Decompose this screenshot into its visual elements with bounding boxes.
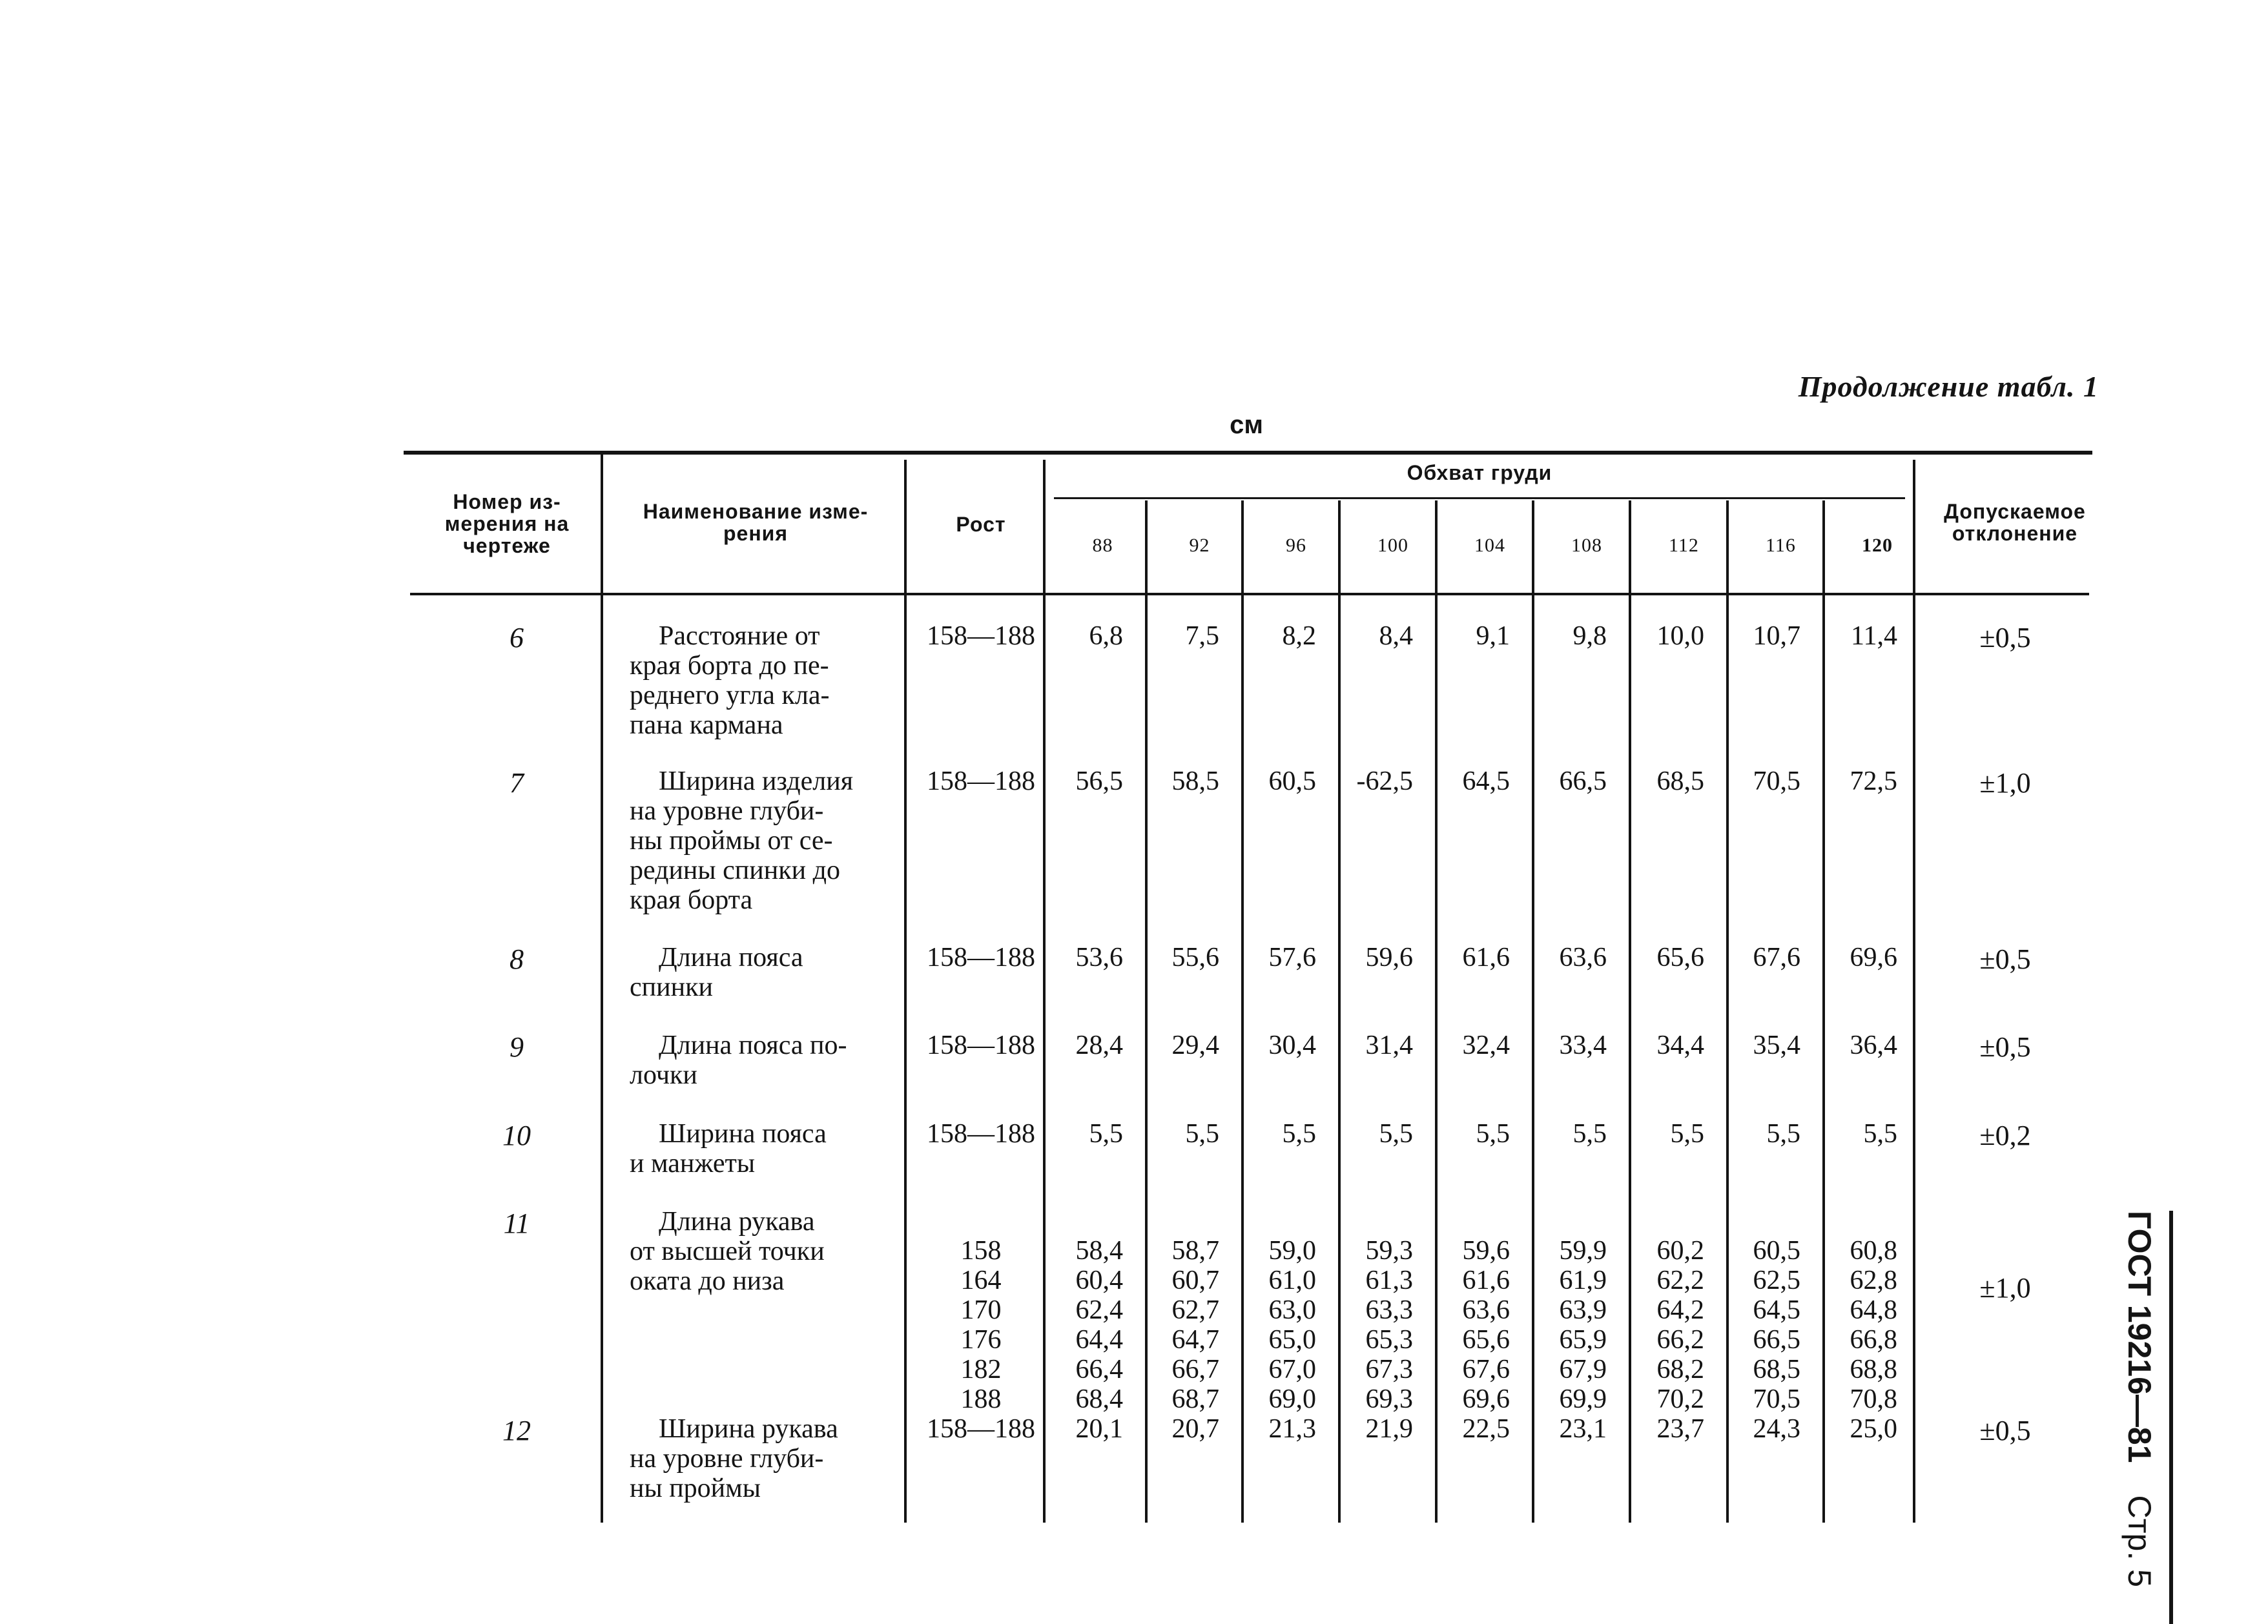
column-divider xyxy=(1435,500,1438,1523)
height-value: 158—188 xyxy=(927,943,1035,972)
chest-value: 62,4 xyxy=(1075,1295,1123,1325)
chest-value-cell xyxy=(1735,1236,1800,1414)
chest-value: 5,5 xyxy=(1572,1119,1607,1149)
chest-value: 67,6 xyxy=(1753,943,1800,972)
chest-value-cell xyxy=(1831,943,1897,972)
chest-value-cell xyxy=(1250,621,1316,651)
chest-value: 60,8 xyxy=(1850,1236,1897,1266)
allowed-deviation: ±0,5 xyxy=(1979,622,2031,653)
chest-value: 55,6 xyxy=(1171,943,1219,972)
chest-value: 62,5 xyxy=(1753,1266,1800,1295)
chest-value-cell xyxy=(1154,1031,1219,1060)
chest-value: 69,9 xyxy=(1559,1384,1607,1414)
chest-value-cell xyxy=(1057,1031,1123,1060)
chest-value-cell xyxy=(1347,1031,1413,1060)
height-value: 158—188 xyxy=(927,1414,1035,1444)
measure-name-line: оката до низа xyxy=(630,1266,785,1296)
chest-value: 59,3 xyxy=(1365,1236,1413,1266)
measure-name-line: Ширина изделия xyxy=(659,766,854,796)
measure-name-line: Длина рукава xyxy=(659,1207,815,1237)
height-cell xyxy=(911,766,1051,796)
height-value: 158—188 xyxy=(927,1031,1035,1060)
chest-value: 32,4 xyxy=(1462,1031,1510,1060)
column-divider xyxy=(601,455,603,1523)
height-cell xyxy=(911,621,1051,651)
allowed-deviation: ±0,2 xyxy=(1979,1120,2031,1151)
chest-value-cell xyxy=(1541,943,1607,972)
header-chest-size: 116 xyxy=(1766,535,1796,556)
chest-value: 60,5 xyxy=(1753,1236,1800,1266)
chest-value: 64,2 xyxy=(1656,1295,1704,1325)
measure-name xyxy=(630,1119,894,1178)
chest-value-cell xyxy=(1057,621,1123,651)
chest-value: 58,4 xyxy=(1075,1236,1123,1266)
chest-value: 20,1 xyxy=(1075,1414,1123,1444)
chest-value: 63,3 xyxy=(1365,1295,1413,1325)
height-value: 164 xyxy=(960,1266,1002,1295)
side-standard-label xyxy=(2115,1211,2173,1624)
chest-value: 11,4 xyxy=(1851,621,1897,651)
chest-value: 59,0 xyxy=(1268,1236,1316,1266)
allowed-deviation: ±0,5 xyxy=(1979,943,2031,975)
chest-value: 67,9 xyxy=(1559,1355,1607,1384)
measure-number: 10 xyxy=(502,1120,531,1151)
column-divider xyxy=(1726,500,1729,1523)
measure-number: 8 xyxy=(510,943,524,975)
height-cell xyxy=(911,1414,1051,1444)
page-number: Стр. 5 xyxy=(2121,1495,2158,1587)
column-divider xyxy=(1241,500,1244,1523)
chest-value-cell xyxy=(1831,766,1897,796)
chest-value: 65,3 xyxy=(1365,1325,1413,1355)
chest-value-cell xyxy=(1347,1414,1413,1444)
chest-value: 64,5 xyxy=(1462,766,1510,796)
chest-value: 66,2 xyxy=(1656,1325,1704,1355)
chest-value: 61,6 xyxy=(1462,1266,1510,1295)
measure-name-line: Ширина рукава xyxy=(659,1414,838,1444)
height-value: 158—188 xyxy=(927,621,1035,651)
chest-value: 72,5 xyxy=(1850,766,1897,796)
chest-value-cell xyxy=(1638,1031,1704,1060)
header-chest-size: 108 xyxy=(1571,535,1602,556)
measure-name-line: от высшей точки xyxy=(630,1237,825,1266)
column-divider xyxy=(1822,500,1825,1523)
header-chest-size: 100 xyxy=(1377,535,1408,556)
measure-name-line: пана кармана xyxy=(630,710,783,740)
chest-value-cell xyxy=(1444,766,1510,796)
header-chest-size: 92 xyxy=(1189,535,1210,556)
header-num-line: мерения на xyxy=(444,512,570,535)
chest-value-cell xyxy=(1638,1119,1704,1149)
chest-value-cell xyxy=(1250,1119,1316,1149)
height-cell xyxy=(911,943,1051,972)
measure-name xyxy=(630,943,894,1002)
allowed-deviation: ±0,5 xyxy=(1979,1031,2031,1063)
chest-value-cell xyxy=(1154,766,1219,796)
chest-value: 34,4 xyxy=(1656,1031,1704,1060)
chest-value-cell xyxy=(1638,943,1704,972)
chest-value: 23,1 xyxy=(1559,1414,1607,1444)
chest-value: 33,4 xyxy=(1559,1031,1607,1060)
chest-value-cell xyxy=(1541,1414,1607,1444)
measure-name-line: редины спинки до xyxy=(630,856,840,885)
chest-value: 25,0 xyxy=(1850,1414,1897,1444)
measure-name-line: Длина пояса xyxy=(659,943,803,972)
chest-value: 65,9 xyxy=(1559,1325,1607,1355)
chest-value-cell xyxy=(1735,1119,1800,1149)
column-divider xyxy=(904,460,907,1523)
header-chest-size: 104 xyxy=(1474,535,1505,556)
allowed-deviation: ±1,0 xyxy=(1979,1272,2031,1304)
chest-value-cell xyxy=(1831,621,1897,651)
header-name-line: рения xyxy=(723,522,788,545)
measure-number: 11 xyxy=(503,1208,530,1239)
measure-number: 6 xyxy=(510,622,524,653)
chest-value-cell xyxy=(1444,1119,1510,1149)
chest-value: 64,5 xyxy=(1753,1295,1800,1325)
column-divider xyxy=(1532,500,1534,1523)
unit-label: см xyxy=(1230,411,1263,439)
chest-value: 58,5 xyxy=(1171,766,1219,796)
height-value: 158—188 xyxy=(927,766,1035,796)
chest-value-cell xyxy=(1444,621,1510,651)
chest-value: 5,5 xyxy=(1089,1119,1123,1149)
chest-value: 24,3 xyxy=(1753,1414,1800,1444)
header-num-line: Номер из- xyxy=(453,490,561,513)
chest-value: 63,0 xyxy=(1268,1295,1316,1325)
chest-value: 61,9 xyxy=(1559,1266,1607,1295)
chest-value-cell xyxy=(1057,1119,1123,1149)
header-allowed-deviation xyxy=(1924,500,2105,544)
measure-name-line: реднего угла кла- xyxy=(630,681,830,710)
chest-value-cell xyxy=(1638,766,1704,796)
chest-value-cell xyxy=(1444,1236,1510,1414)
chest-value-cell xyxy=(1347,1236,1413,1414)
chest-value: 61,0 xyxy=(1268,1266,1316,1295)
height-cell xyxy=(911,1031,1051,1060)
measure-name-line: края борта до пе- xyxy=(630,651,829,681)
header-dev-line: отклонение xyxy=(1952,522,2078,545)
chest-value-cell xyxy=(1638,1236,1704,1414)
chest-value: 23,7 xyxy=(1656,1414,1704,1444)
chest-value: 64,8 xyxy=(1850,1295,1897,1325)
column-divider xyxy=(1145,500,1148,1523)
chest-value: 68,5 xyxy=(1753,1355,1800,1384)
chest-value: 64,4 xyxy=(1075,1325,1123,1355)
chest-value-cell xyxy=(1347,943,1413,972)
measure-number: 12 xyxy=(502,1415,531,1446)
chest-value: 5,5 xyxy=(1379,1119,1413,1149)
chest-value-cell xyxy=(1831,1119,1897,1149)
chest-value-cell xyxy=(1541,766,1607,796)
chest-value: 31,4 xyxy=(1365,1031,1413,1060)
chest-value: 59,9 xyxy=(1559,1236,1607,1266)
chest-value: 58,7 xyxy=(1171,1236,1219,1266)
chest-value: 53,6 xyxy=(1075,943,1123,972)
measure-name-line: ны проймы xyxy=(630,1474,761,1503)
chest-value: 60,5 xyxy=(1268,766,1316,796)
height-cell xyxy=(911,1119,1051,1149)
measure-name xyxy=(630,1414,894,1503)
chest-value: 60,4 xyxy=(1075,1266,1123,1295)
chest-value-cell xyxy=(1154,621,1219,651)
chest-value: 30,4 xyxy=(1268,1031,1316,1060)
chest-value: -62,5 xyxy=(1356,766,1413,796)
header-dev-line: Допускаемое xyxy=(1944,500,2086,523)
chest-value-cell xyxy=(1541,621,1607,651)
chest-value: 65,6 xyxy=(1656,943,1704,972)
chest-value: 68,5 xyxy=(1656,766,1704,796)
chest-value-cell xyxy=(1250,1414,1316,1444)
chest-value: 69,3 xyxy=(1365,1384,1413,1414)
height-cell xyxy=(911,1236,1051,1414)
header-measure-name xyxy=(610,500,901,544)
measure-name xyxy=(630,1207,894,1296)
chest-value: 5,5 xyxy=(1476,1119,1510,1149)
chest-value: 5,5 xyxy=(1185,1119,1219,1149)
height-value: 158 xyxy=(960,1236,1002,1266)
chest-value: 70,2 xyxy=(1656,1384,1704,1414)
chest-value-cell xyxy=(1735,1414,1800,1444)
chest-value: 68,4 xyxy=(1075,1384,1123,1414)
chest-value: 67,3 xyxy=(1365,1355,1413,1384)
chest-value-cell xyxy=(1057,1236,1123,1414)
chest-value: 10,0 xyxy=(1656,621,1704,651)
table-top-rule xyxy=(404,451,2092,455)
chest-value-cell xyxy=(1735,1031,1800,1060)
column-divider xyxy=(1913,460,1915,1523)
chest-value-cell xyxy=(1154,1414,1219,1444)
measure-name xyxy=(630,1031,894,1090)
chest-value: 65,0 xyxy=(1268,1325,1316,1355)
header-height: Рост xyxy=(956,513,1006,536)
chest-value: 22,5 xyxy=(1462,1414,1510,1444)
chest-value: 28,4 xyxy=(1075,1031,1123,1060)
chest-value-cell xyxy=(1444,943,1510,972)
chest-value-cell xyxy=(1831,1414,1897,1444)
header-chest-girth: Обхват груди xyxy=(1407,461,1552,484)
chest-value-cell xyxy=(1541,1236,1607,1414)
chest-value: 61,3 xyxy=(1365,1266,1413,1295)
chest-subheader-rule xyxy=(1054,497,1905,499)
chest-value: 5,5 xyxy=(1670,1119,1704,1149)
chest-value-cell xyxy=(1541,1031,1607,1060)
chest-value: 62,2 xyxy=(1656,1266,1704,1295)
measure-name-line: лочки xyxy=(630,1060,697,1090)
chest-value: 66,5 xyxy=(1559,766,1607,796)
header-num-line: чертеже xyxy=(463,534,551,557)
height-value: 170 xyxy=(960,1295,1002,1325)
chest-value-cell xyxy=(1154,1119,1219,1149)
height-value: 158—188 xyxy=(927,1119,1035,1149)
column-divider xyxy=(1629,500,1631,1523)
chest-value: 68,2 xyxy=(1656,1355,1704,1384)
chest-value-cell xyxy=(1154,1236,1219,1414)
measure-name-line: спинки xyxy=(630,972,713,1002)
chest-value-cell xyxy=(1638,1414,1704,1444)
chest-value: 62,7 xyxy=(1171,1295,1219,1325)
allowed-deviation: ±1,0 xyxy=(1979,767,2031,799)
measure-name-line: края борта xyxy=(630,885,753,915)
standard-number: ГОСТ 19216—81 xyxy=(2121,1211,2158,1463)
header-name-line: Наименование изме- xyxy=(643,500,869,523)
chest-value: 68,8 xyxy=(1850,1355,1897,1384)
chest-value: 69,0 xyxy=(1268,1384,1316,1414)
measure-name-line: Ширина пояса xyxy=(659,1119,827,1149)
measure-name xyxy=(630,766,894,915)
chest-value: 35,4 xyxy=(1753,1031,1800,1060)
measure-name-line: и манжеты xyxy=(630,1149,756,1178)
height-value: 188 xyxy=(960,1384,1002,1414)
measure-name-line: ны проймы от се- xyxy=(630,826,833,856)
chest-value: 68,7 xyxy=(1171,1384,1219,1414)
chest-value-cell xyxy=(1250,943,1316,972)
chest-value-cell xyxy=(1541,1119,1607,1149)
chest-value: 66,7 xyxy=(1171,1355,1219,1384)
measure-name xyxy=(630,621,894,740)
chest-value: 61,6 xyxy=(1462,943,1510,972)
chest-value: 5,5 xyxy=(1282,1119,1316,1149)
chest-value: 7,5 xyxy=(1185,621,1219,651)
height-value: 182 xyxy=(960,1355,1002,1384)
chest-value: 9,1 xyxy=(1476,621,1510,651)
measure-number: 7 xyxy=(510,767,524,799)
chest-value: 5,5 xyxy=(1863,1119,1897,1149)
chest-value: 57,6 xyxy=(1268,943,1316,972)
chest-value: 66,5 xyxy=(1753,1325,1800,1355)
header-chest-size: 112 xyxy=(1669,535,1699,556)
chest-value: 70,8 xyxy=(1850,1384,1897,1414)
chest-value-cell xyxy=(1154,943,1219,972)
chest-value: 60,7 xyxy=(1171,1266,1219,1295)
measure-name-line: на уровне глуби- xyxy=(630,796,824,826)
chest-value: 70,5 xyxy=(1753,766,1800,796)
chest-value: 56,5 xyxy=(1075,766,1123,796)
measure-number: 9 xyxy=(510,1031,524,1063)
chest-value: 66,4 xyxy=(1075,1355,1123,1384)
chest-value: 20,7 xyxy=(1171,1414,1219,1444)
chest-value-cell xyxy=(1250,1236,1316,1414)
column-divider xyxy=(1338,500,1341,1523)
chest-value: 63,6 xyxy=(1559,943,1607,972)
chest-value: 62,8 xyxy=(1850,1266,1897,1295)
chest-value: 21,9 xyxy=(1365,1414,1413,1444)
chest-value: 63,6 xyxy=(1462,1295,1510,1325)
chest-value-cell xyxy=(1347,621,1413,651)
chest-value: 69,6 xyxy=(1462,1384,1510,1414)
chest-value: 6,8 xyxy=(1089,621,1123,651)
chest-value: 21,3 xyxy=(1268,1414,1316,1444)
chest-value: 8,4 xyxy=(1379,621,1413,651)
chest-value: 67,6 xyxy=(1462,1355,1510,1384)
chest-value: 66,8 xyxy=(1850,1325,1897,1355)
chest-value: 59,6 xyxy=(1462,1236,1510,1266)
header-chest-size: 88 xyxy=(1092,535,1113,556)
chest-value: 64,7 xyxy=(1171,1325,1219,1355)
chest-value-cell xyxy=(1444,1031,1510,1060)
chest-value-cell xyxy=(1831,1031,1897,1060)
allowed-deviation: ±0,5 xyxy=(1979,1415,2031,1446)
header-chest-size: 120 xyxy=(1862,535,1893,556)
chest-value: 63,9 xyxy=(1559,1295,1607,1325)
chest-value: 5,5 xyxy=(1766,1119,1800,1149)
chest-value-cell xyxy=(1735,943,1800,972)
chest-value-cell xyxy=(1831,1236,1897,1414)
measure-name-line: Расстояние от xyxy=(659,621,820,651)
chest-value-cell xyxy=(1057,766,1123,796)
chest-value-cell xyxy=(1250,1031,1316,1060)
chest-value-cell xyxy=(1444,1414,1510,1444)
measure-name-line: Длина пояса по- xyxy=(659,1031,847,1060)
chest-value: 36,4 xyxy=(1850,1031,1897,1060)
chest-value-cell xyxy=(1057,943,1123,972)
chest-value-cell xyxy=(1250,766,1316,796)
measure-name-line: на уровне глуби- xyxy=(630,1444,824,1474)
chest-value: 8,2 xyxy=(1282,621,1316,651)
chest-value: 29,4 xyxy=(1171,1031,1219,1060)
header-measure-number xyxy=(413,491,601,557)
table-header-rule xyxy=(410,593,2089,595)
height-value: 176 xyxy=(960,1325,1002,1355)
chest-value-cell xyxy=(1347,1119,1413,1149)
chest-value: 10,7 xyxy=(1753,621,1800,651)
chest-value: 59,6 xyxy=(1365,943,1413,972)
chest-value-cell xyxy=(1057,1414,1123,1444)
header-chest-size: 96 xyxy=(1286,535,1306,556)
chest-value: 70,5 xyxy=(1753,1384,1800,1414)
chest-value-cell xyxy=(1347,766,1413,796)
table-continuation-caption: Продолжение табл. 1 xyxy=(1798,370,2099,403)
chest-value: 9,8 xyxy=(1572,621,1607,651)
chest-value-cell xyxy=(1735,766,1800,796)
chest-value: 69,6 xyxy=(1850,943,1897,972)
chest-value-cell xyxy=(1638,621,1704,651)
chest-value: 65,6 xyxy=(1462,1325,1510,1355)
chest-value: 67,0 xyxy=(1268,1355,1316,1384)
chest-value-cell xyxy=(1735,621,1800,651)
chest-value: 60,2 xyxy=(1656,1236,1704,1266)
